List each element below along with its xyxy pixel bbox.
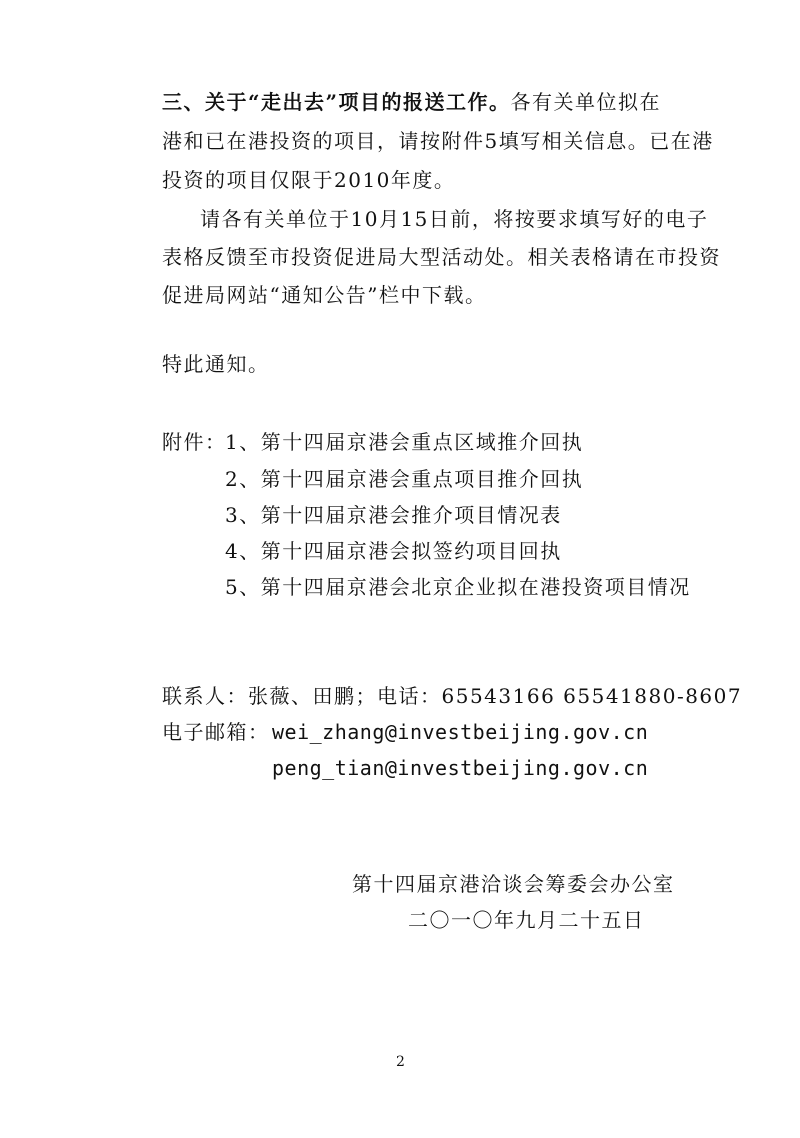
email-label: 电子邮箱： xyxy=(162,720,270,744)
attachments-label: 附件： xyxy=(162,430,227,454)
closing-notice: 特此通知。 xyxy=(162,352,270,376)
email-address-2: peng_tian@investbeijing.gov.cn xyxy=(272,756,649,780)
section3-line3: 投资的项目仅限于2010年度。 xyxy=(162,168,456,192)
signature-date: 二〇一〇年九月二十五日 xyxy=(408,908,645,932)
contact-line: 联系人：张薇、田鹏；电话：65543166 65541880-8607 xyxy=(162,684,743,708)
section3-line1-text: 各有关单位拟在 xyxy=(510,90,662,114)
attachment-item-3: 3、第十四届京港会推介项目情况表 xyxy=(225,503,562,527)
page-number: 2 xyxy=(396,1054,405,1070)
instruction-line1: 请各有关单位于10月15日前，将按要求填写好的电子 xyxy=(200,207,709,231)
signature-organization: 第十四届京港洽谈会筹委会办公室 xyxy=(352,872,675,896)
section3-heading: 三、关于“走出去”项目的报送工作。 xyxy=(162,90,511,114)
email-address-1: wei_zhang@investbeijing.gov.cn xyxy=(272,720,649,744)
section3-line2: 港和已在港投资的项目，请按附件5填写相关信息。已在港 xyxy=(162,129,714,153)
section3-line1 xyxy=(162,88,661,116)
attachment-item-1: 1、第十四届京港会重点区域推介回执 xyxy=(225,430,584,454)
instruction-line2: 表格反馈至市投资促进局大型活动处。相关表格请在市投资 xyxy=(162,245,721,269)
attachment-item-2: 2、第十四届京港会重点项目推介回执 xyxy=(225,467,584,491)
attachment-item-4: 4、第十四届京港会拟签约项目回执 xyxy=(225,539,562,563)
attachment-item-5: 5、第十四届京港会北京企业拟在港投资项目情况 xyxy=(225,575,691,599)
instruction-line3: 促进局网站“通知公告”栏中下载。 xyxy=(162,283,487,307)
